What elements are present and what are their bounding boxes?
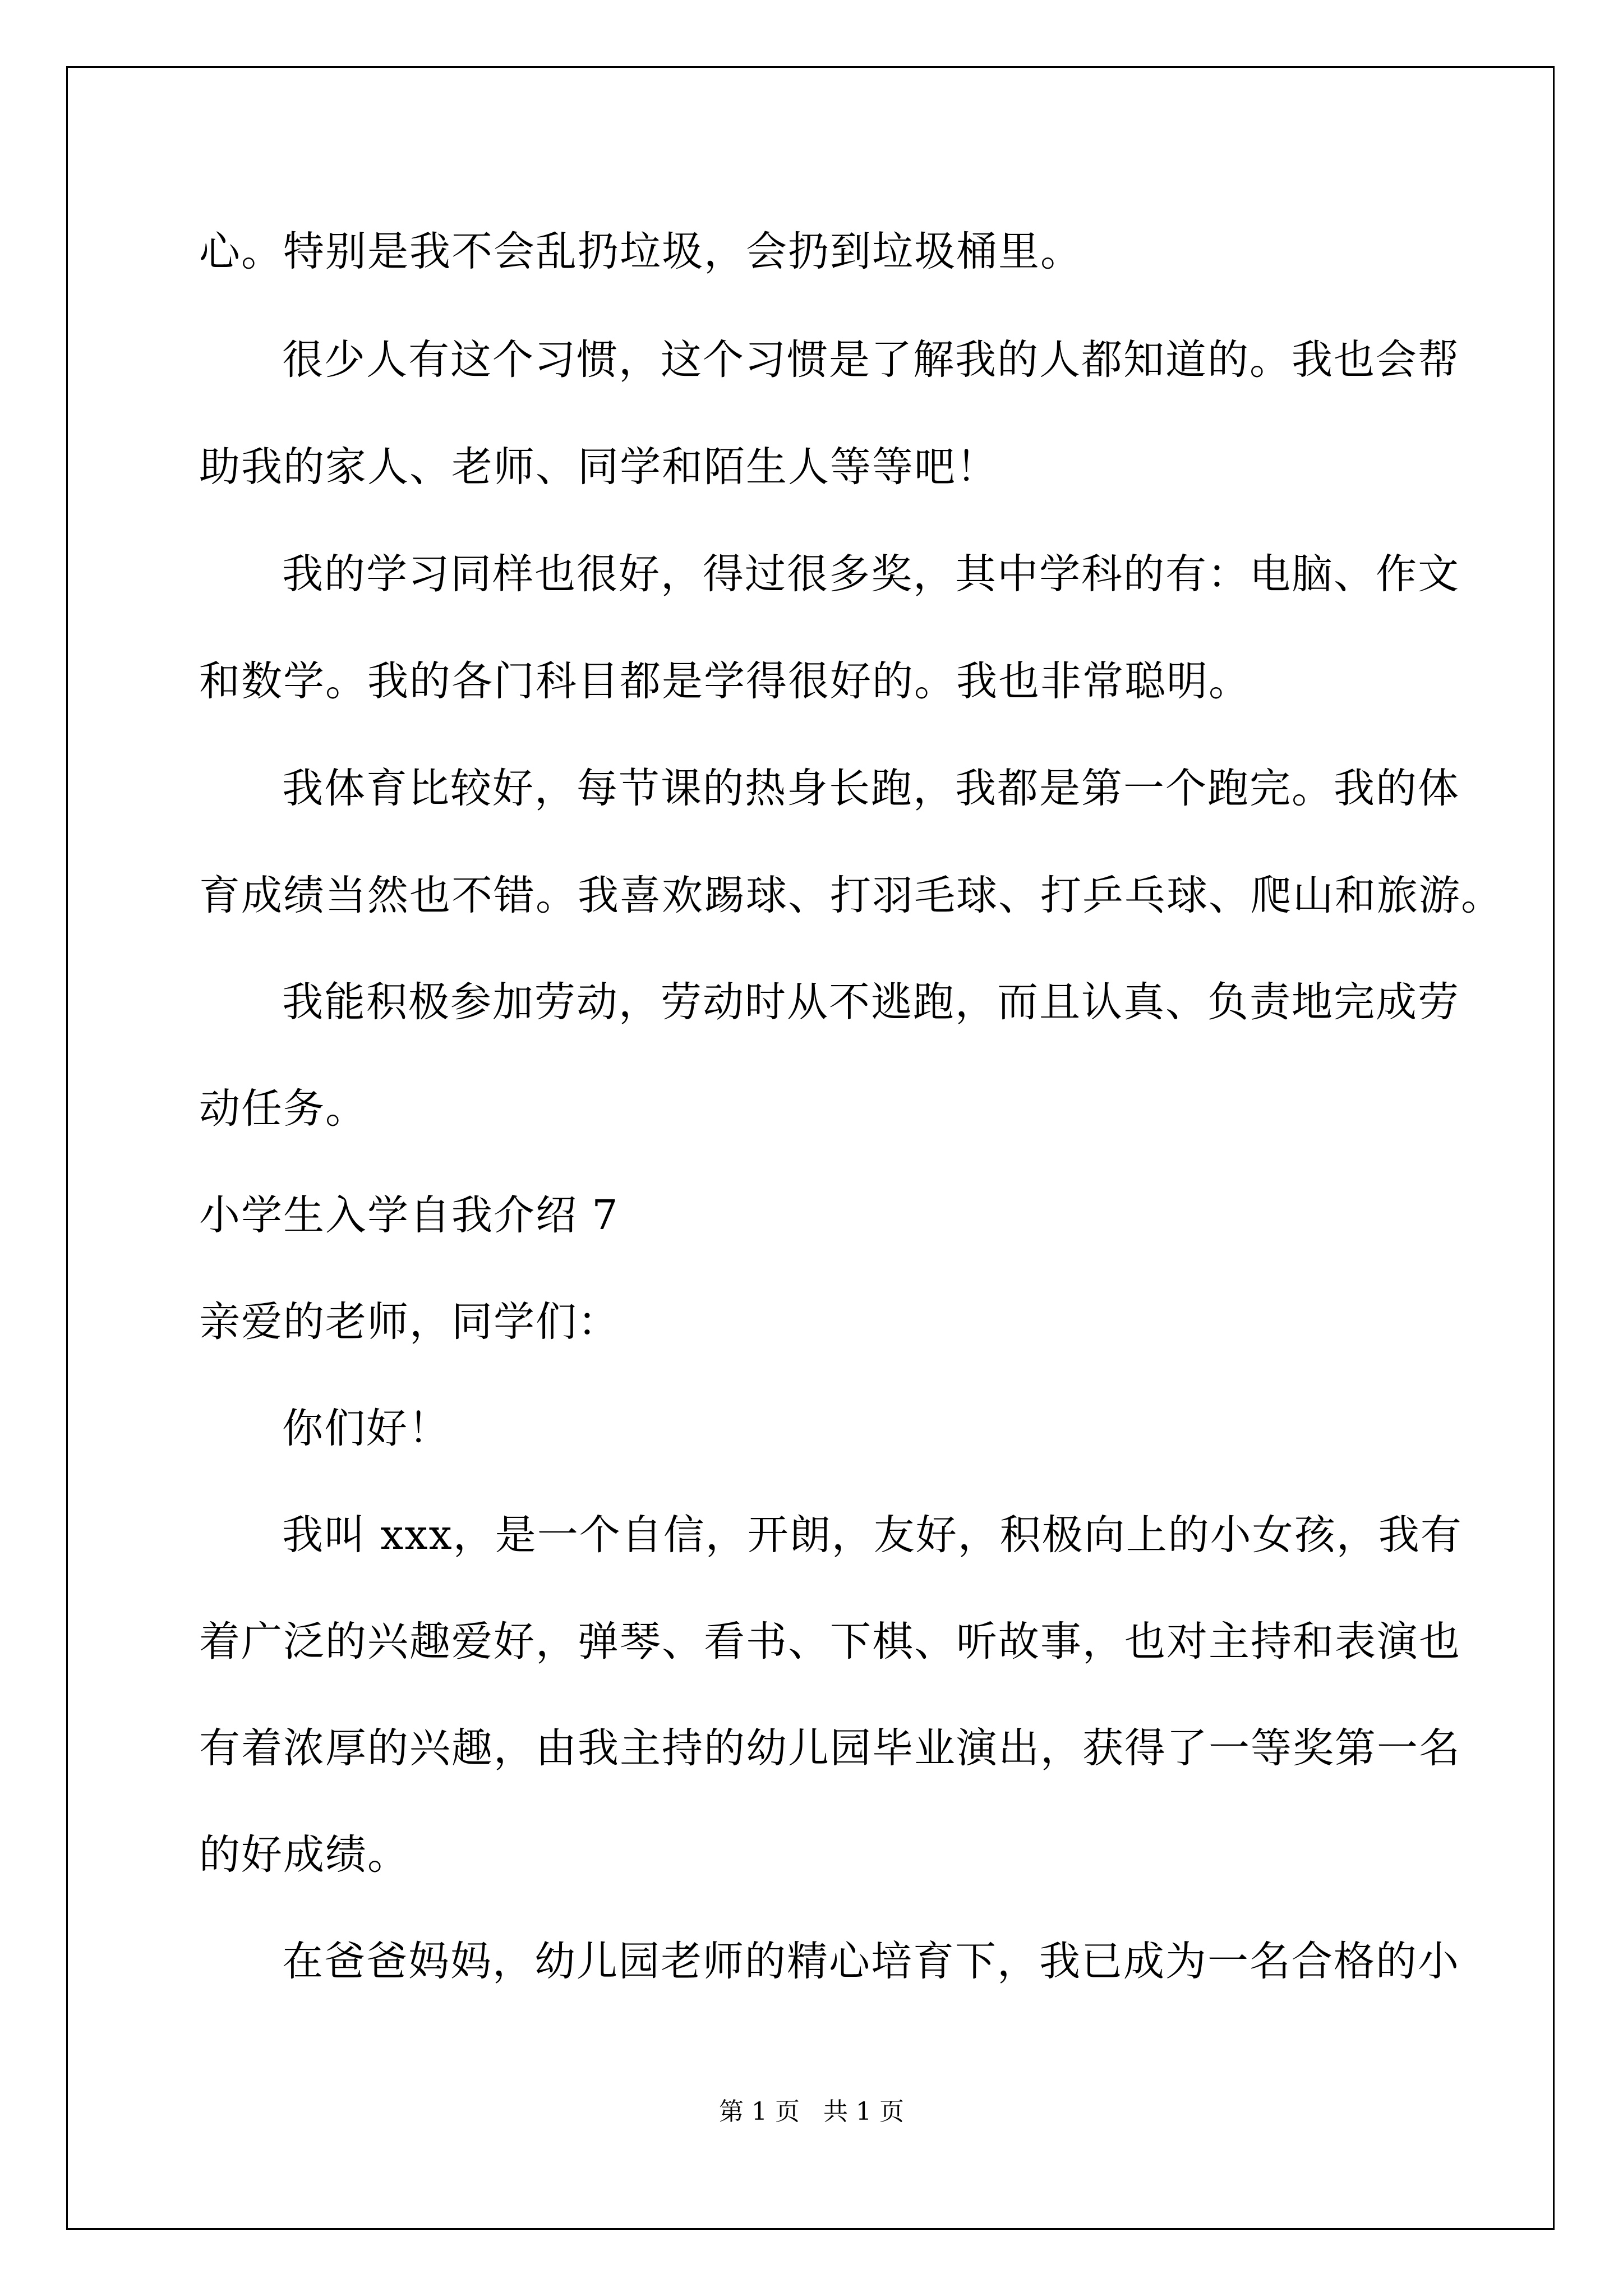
- paragraph-line: 和数学。我的各门科目都是学得很好的。我也非常聪明。: [199, 657, 1251, 705]
- page-border: [66, 66, 1555, 2230]
- section-heading: 小学生入学自我介绍 7: [199, 1191, 619, 1239]
- paragraph-line: 我能积极参加劳动，劳动时从不逃跑，而且认真、负责地完成劳: [282, 978, 1460, 1026]
- paragraph-line: 在爸爸妈妈，幼儿园老师的精心培育下，我已成为一名合格的小: [282, 1938, 1460, 1985]
- paragraph-line: 很少人有这个习惯，这个习惯是了解我的人都知道的。我也会帮: [282, 336, 1460, 384]
- paragraph-line: 有着浓厚的兴趣，由我主持的幼儿园毕业演出，获得了一等奖第一名: [199, 1724, 1461, 1772]
- paragraph-line: 助我的家人、老师、同学和陌生人等等吧！: [199, 443, 998, 491]
- paragraph-line: 我叫 xxx，是一个自信，开朗，友好，积极向上的小女孩，我有: [282, 1511, 1463, 1559]
- paragraph-line: 的好成绩。: [199, 1831, 409, 1879]
- greeting-line: 亲爱的老师，同学们：: [199, 1298, 620, 1346]
- paragraph-line: 你们好！: [282, 1405, 450, 1452]
- paragraph-line: 我体育比较好，每节课的热身长跑，我都是第一个跑完。我的体: [282, 765, 1460, 812]
- paragraph-line: 动任务。: [199, 1085, 367, 1133]
- paragraph-line: 着广泛的兴趣爱好，弹琴、看书、下棋、听故事，也对主持和表演也: [199, 1618, 1461, 1665]
- paragraph-line: 心。特别是我不会乱扔垃圾，会扔到垃圾桶里。: [199, 228, 1082, 275]
- paragraph-line: 我的学习同样也很好，得过很多奖，其中学科的有：电脑、作文: [282, 550, 1460, 598]
- page-footer: 第 1 页 共 1 页: [719, 2097, 904, 2126]
- paragraph-line: 育成绩当然也不错。我喜欢踢球、打羽毛球、打乒乓球、爬山和旅游。: [199, 872, 1503, 919]
